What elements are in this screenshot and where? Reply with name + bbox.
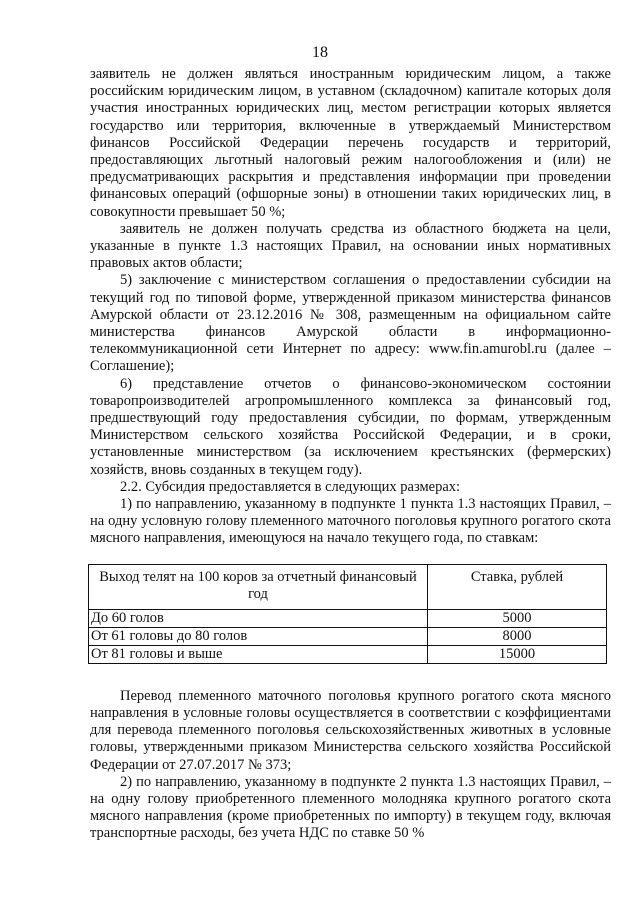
paragraph-direction-1: 1) по направлению, указанному в подпункте 1 пункта 1.3 настоящих Правил, – на одну условную голову племенного маточного поголовья крупного рогатого скота мясного направления, имеющуюся на начало текущего года, по ставкам: <box>90 496 611 547</box>
paragraph-foreign-entity-condition: заявитель не должен являться иностранным юридическим лицом, а также российским юридическим лицом, в уставном (складочном) капитале которых доля участия иностранных юридических лиц, местом регистрации которых является государство или территория, включенные в утверждаемый Министерством финансов Российской Федерации перечень государств и территорий, предоставляющих льготный налоговый режим налогообложения и (или) не предусматривающих раскрытия и представления информации при проведении финансовых операций (офшорные зоны) в отношении таких юридических лиц, в совокупности превышает 50 %; <box>90 66 611 220</box>
table-cell-label: От 61 головы до 80 голов <box>89 627 428 645</box>
paragraph-subsidy-amounts-heading: 2.2. Субсидия предоставляется в следующих размерах: <box>120 478 461 495</box>
page-number: 18 <box>312 44 328 61</box>
table-row <box>89 609 607 627</box>
post-table-section <box>90 688 611 843</box>
table-cell-rate: 8000 <box>428 627 607 645</box>
paragraph-direction-2: 2) по направлению, указанному в подпункте 2 пункта 1.3 настоящих Правил, – на одну голову приобретенного племенного молодняка крупного рогатого скота мясного направления (кроме приобретенных по импорту) в текущем году, включая транспортные расходы, без учета НДС по ставке 50 % <box>90 773 611 842</box>
table-header-rate: Ставка, рублей <box>428 564 607 609</box>
table-cell-rate: 5000 <box>428 609 607 627</box>
table-row <box>89 627 607 645</box>
document-body <box>90 66 611 843</box>
table-header-calf-yield: Выход телят на 100 коров за отчетный финансовый год <box>89 564 428 609</box>
subsidy-rates-table <box>88 564 607 664</box>
paragraph-agreement-condition: 5) заключение с министерством соглашения о предоставлении субсидии на текущий год по типовой форме, утвержденной приказом министерства финансов Амурской области от 23.12.2016 № 308, размещенным на официальном сайте министерства финансов Амурской области в информационно-телекоммуникационной сети Интернет по адресу: www.fin.amurobl.ru (далее – Соглашение); <box>90 272 611 375</box>
table-row <box>89 645 607 663</box>
table-cell-label: От 81 головы и выше <box>89 645 428 663</box>
paragraph-conversion-coefficients: Перевод племенного маточного поголовья крупного рогатого скота мясного направления в условные головы осуществляется в соответствии с коэффициентами для перевода племенного поголовья сельскохозяйственных животных в условные головы, утвержденными приказом Министерства сельского хозяйства Российской Федерации от 27.07.2017 № 373; <box>90 687 611 773</box>
table-cell-rate: 15000 <box>428 645 607 663</box>
table-cell-label: До 60 голов <box>89 609 428 627</box>
paragraph-reports-condition: 6) представление отчетов о финансово-экономическом состоянии товаропроизводителей агропромышленного комплекса за финансовый год, предшествующий году предоставления субсидии, по формам, утвержденным Министерством сельского хозяйства Российской Федерации, и в сроки, установленные министерством (за исключением крестьянских (фермерских) хозяйств, вновь созданных в текущем году). <box>90 375 611 478</box>
table-header-row <box>89 564 607 609</box>
paragraph-budget-condition: заявитель не должен получать средства из областного бюджета на цели, указанные в пункте 1.3 настоящих Правил, на основании иных нормативных правовых актов области; <box>90 220 611 272</box>
